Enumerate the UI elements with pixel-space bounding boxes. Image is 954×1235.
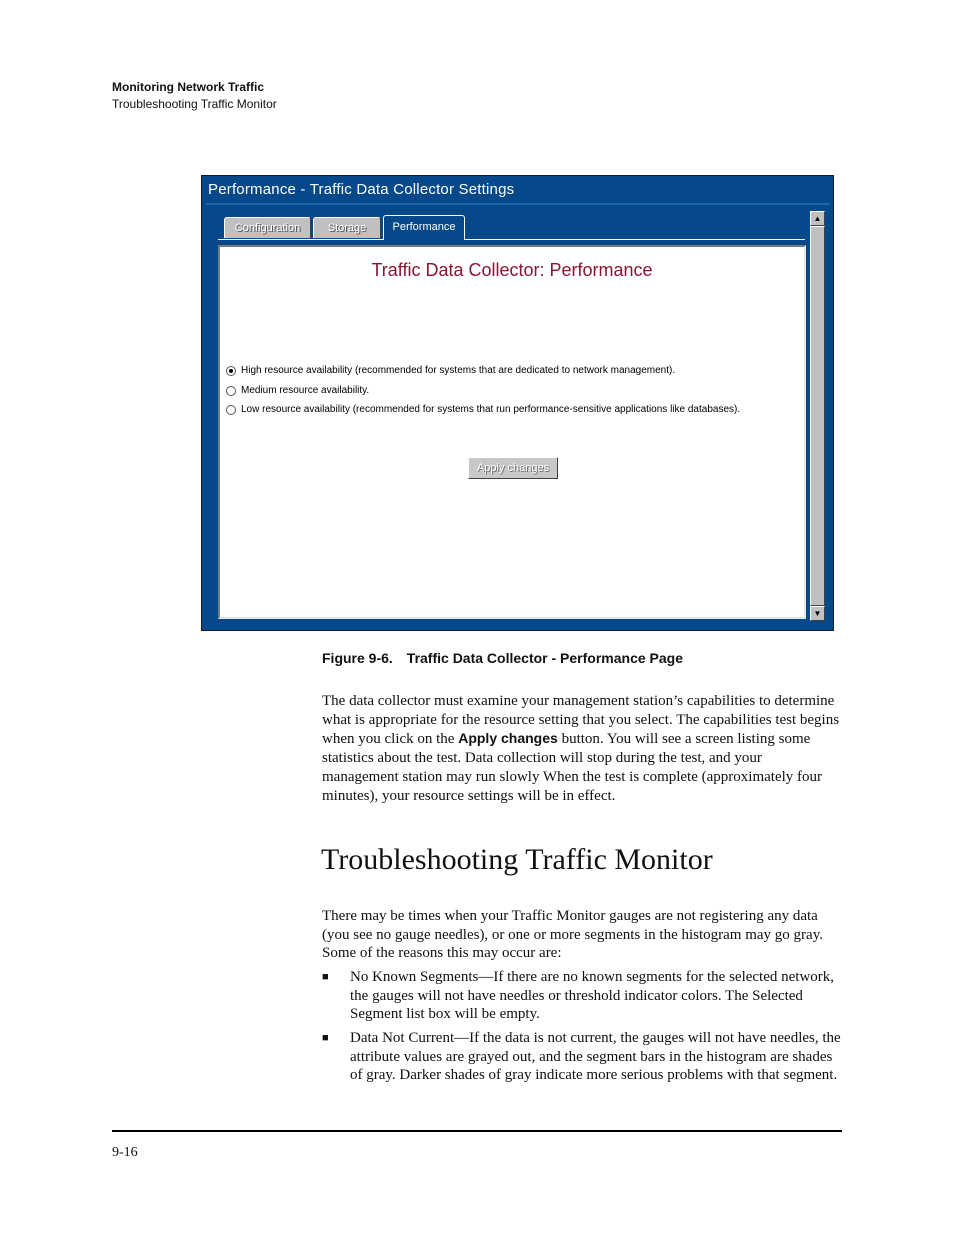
scroll-down-icon[interactable]: ▼ [810, 606, 825, 621]
radio-low[interactable] [226, 405, 236, 415]
paragraph-capabilities [322, 692, 842, 805]
tab-storage[interactable]: Storage [313, 217, 381, 238]
option-high-label: High resource availability (recommended for systems that are dedicated to network management). [241, 365, 676, 376]
paragraph-capabilities-part2: button. You will see a screen listing some statistics about the test. Data collection will stop during the test, and your management station may run slowly When the test is complete (approximately four minutes), your resource settings will be in effect. [322, 731, 823, 804]
section-heading: Troubleshooting Traffic Monitor [321, 843, 713, 876]
bullet-text: Data Not Current—If the data is not current, the gauges will not have needles, the attribute values are grayed out, and the segment bars in the histogram are shades of gray. Darker shades of gray indicate more serious problems with that segment. [350, 1030, 841, 1084]
paragraph-capabilities-part1: The data collector must examine your management station’s capabilities to determine what is appropriate for the resource setting that you select. The capabilities test begins when you click on the [322, 693, 840, 748]
window-title: Performance - Traffic Data Collector Settings [208, 181, 515, 198]
vertical-scrollbar[interactable] [810, 211, 825, 621]
apply-changes-button[interactable]: Apply changes [468, 457, 558, 479]
scroll-thumb[interactable] [810, 226, 825, 606]
running-header-section: Troubleshooting Traffic Monitor [112, 97, 277, 111]
radio-high[interactable] [226, 366, 236, 376]
footer-rule [112, 1130, 842, 1132]
figure-number: Figure 9-6. [322, 650, 393, 666]
performance-panel [218, 245, 806, 619]
paragraph-intro: There may be times when your Traffic Monitor gauges are not registering any data (you see no gauge needles), or one or more segments in the histogram may go gray. Some of the reasons this may occur are: [322, 908, 823, 962]
option-medium[interactable] [226, 385, 369, 396]
apply-changes-reference: Apply changes [458, 730, 558, 747]
scroll-up-icon[interactable]: ▲ [810, 211, 825, 226]
bullet-icon: ■ [322, 1032, 329, 1044]
option-medium-label: Medium resource availability. [241, 385, 370, 396]
running-header-chapter: Monitoring Network Traffic [112, 80, 265, 94]
tab-performance[interactable]: Performance [383, 215, 465, 240]
screenshot-window [201, 175, 834, 631]
option-high[interactable] [226, 365, 675, 376]
list-item [322, 1029, 842, 1085]
bullet-icon: ■ [322, 971, 329, 983]
page-number: 9-16 [112, 1145, 138, 1160]
bullet-text: No Known Segments—If there are no known segments for the selected network, the gauges will not have needles or threshold indicator colors. The Selected Segment list box will be empty. [350, 969, 835, 1023]
window-content [206, 203, 830, 630]
figure-caption [322, 650, 683, 666]
panel-heading: Traffic Data Collector: Performance [371, 260, 653, 280]
tab-divider [218, 239, 805, 240]
option-low-label: Low resource availability (recommended for systems that run performance-sensitive applications like databases). [241, 404, 741, 415]
option-low[interactable] [226, 404, 740, 415]
figure-title: Traffic Data Collector - Performance Page [406, 650, 683, 666]
tab-configuration[interactable]: Configuration [224, 217, 311, 238]
list-item [322, 968, 842, 1024]
radio-medium[interactable] [226, 386, 236, 396]
